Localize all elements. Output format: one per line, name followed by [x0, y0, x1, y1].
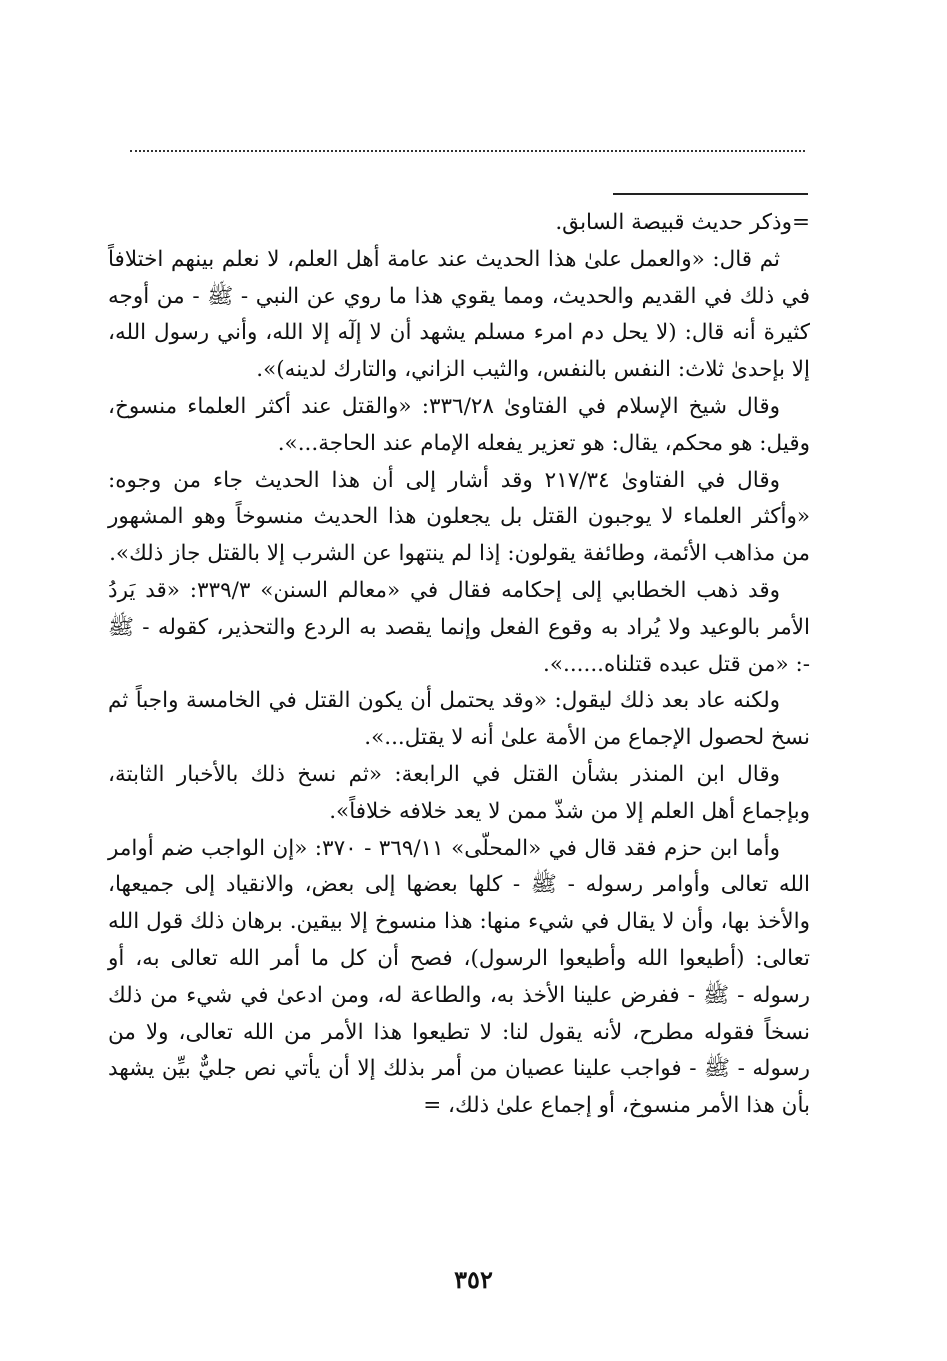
paragraph-ibn-al-mundhir: وقال ابن المنذر بشأن القتل في الرابعة: «ثم نسخ ذلك بالأخبار الثابتة، وبإجماع أهل العلم إلا من شذّ ممن لا يعد خلافه خلافاً».	[108, 761, 810, 824]
paragraph-continuation: =وذكر حديث قبيصة السابق.	[555, 210, 810, 235]
paragraph-khattabi: وقد ذهب الخطابي إلى إحكامه فقال في «معالم السنن» ٣٣٩/٣: «قد يَردُ الأمر بالوعيد ولا يُراد به وقوع الفعل وإنما يقصد به الردع والتحذير، كقوله - ﷺ -: «من قتل عبده قتلناه......».	[108, 577, 810, 677]
paragraph-ibn-hazm: وأما ابن حزم فقد قال في «المحلّى» ٣٦٩/١١ - ٣٧٠: «إن الواجب ضم أوامر الله تعالى وأوامر رسوله - ﷺ - كلها بعضها إلى بعض، والانقياد إلى جميعها، والأخذ بها، وأن لا يقال في شيء منها: هذا منسوخ إلا بيقين. برهان ذلك قول الله تعالى: (أطيعوا الله وأطيعوا الرسول)، فصح أن كل ما أمر الله تعالى به، أو رسوله - ﷺ - ففرض علينا الأخذ به، والطاعة له، ومن ادعىٰ في شيء من ذلك نسخاً فقوله مطرح، لأنه يقول لنا: لا تطيعوا هذا الأمر من الله تعالى، ولا من رسوله - ﷺ - فواجب علينا عصيان من أمر بذلك إلا أن يأتي نص جليٌّ بيِّن يشهد بأن هذا الأمر منسوخ، أو إجماع علىٰ ذلك، =	[108, 835, 810, 1119]
header-dotted-rule	[130, 150, 805, 152]
page-number: ٣٥٢	[454, 1265, 493, 1294]
paragraph-tirmidhi-quote: ثم قال: «والعمل علىٰ هذا الحديث عند عامة أهل العلم، لا نعلم بينهم اختلافاً في ذلك في القديم والحديث، ومما يقوي هذا ما روي عن النبي - ﷺ - من أوجه كثيرة أنه قال: (لا يحل دم امرء مسلم يشهد أن لا إلٓه إلا الله، وأني رسول الله، إلا بإحدىٰ ثلاث: النفس بالنفس، والثيب الزاني، والتارك لدينه)».	[108, 246, 810, 383]
footnote-separator-rule	[613, 193, 808, 195]
footnote-text-block	[108, 205, 810, 1125]
paragraph-ibn-taymiyyah-fatawa-28: وقال شيخ الإسلام في الفتاوىٰ ٣٣٦/٢٨: «والقتل عند أكثر العلماء منسوخ، وقيل: هو محكم، يقال: هو تعزير يفعله الإمام عند الحاجة...».	[108, 393, 810, 456]
paragraph-khattabi-later: ولكنه عاد بعد ذلك ليقول: «وقد يحتمل أن يكون القتل في الخامسة واجباً ثم نسخ لحصول الإجماع من الأمة علىٰ أنه لا يقتل...».	[108, 688, 810, 751]
paragraph-fatawa-34: وقال في الفتاوىٰ ٢١٧/٣٤ وقد أشار إلى أن هذا الحديث جاء من وجوه: «وأكثر العلماء لا يوجبون القتل بل يجعلون هذا الحديث منسوخاً وهو المشهور من مذاهب الأئمة، وطائفة يقولون: إذا لم ينتهوا عن الشرب إلا بالقتل جاز ذلك».	[108, 467, 810, 567]
